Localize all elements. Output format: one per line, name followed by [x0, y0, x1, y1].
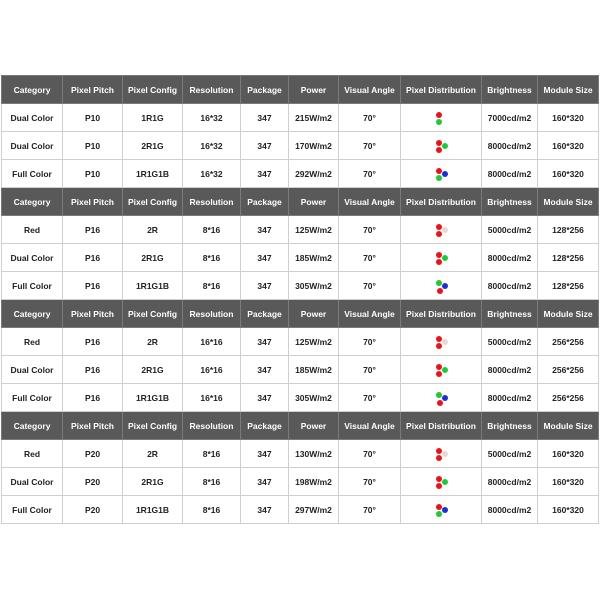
red-led-dot	[436, 371, 442, 377]
green-led-dot	[442, 143, 448, 149]
cell-resolution: 8*16	[183, 496, 241, 524]
cell-pixel-pitch: P16	[63, 272, 123, 300]
cell-power: 305W/m2	[289, 272, 339, 300]
cell-pixel-config: 1R1G	[123, 104, 183, 132]
header-brightness: Brightness	[482, 188, 538, 216]
table-row	[2, 160, 599, 188]
cell-power: 198W/m2	[289, 468, 339, 496]
cell-pixel-pitch: P20	[63, 496, 123, 524]
pixel-distribution-icon	[433, 166, 449, 182]
cell-power: 297W/m2	[289, 496, 339, 524]
green-led-dot	[442, 367, 448, 373]
cell-power: 185W/m2	[289, 244, 339, 272]
cell-brightness: 8000cd/m2	[482, 244, 538, 272]
cell-power: 130W/m2	[289, 440, 339, 468]
cell-visual-angle: 70°	[339, 272, 401, 300]
cell-brightness: 8000cd/m2	[482, 384, 538, 412]
cell-power: 305W/m2	[289, 384, 339, 412]
green-led-dot	[436, 175, 442, 181]
header-pixel-config: Pixel Config	[123, 188, 183, 216]
header-pixel-config: Pixel Config	[123, 76, 183, 104]
red-led-dot	[436, 112, 442, 118]
table-row	[2, 104, 599, 132]
cell-pixel-pitch: P20	[63, 440, 123, 468]
header-module-size: Module Size	[538, 188, 599, 216]
red-led-dot	[436, 343, 442, 349]
cell-module-size: 160*320	[538, 496, 599, 524]
cell-pixel-config: 2R1G	[123, 244, 183, 272]
cell-pixel-config: 2R1G	[123, 356, 183, 384]
cell-pixel-distribution	[401, 216, 482, 244]
cell-package: 347	[241, 272, 289, 300]
header-visual-angle: Visual Angle	[339, 76, 401, 104]
cell-power: 185W/m2	[289, 356, 339, 384]
cell-pixel-distribution	[401, 132, 482, 160]
header-pixel-pitch: Pixel Pitch	[63, 300, 123, 328]
cell-module-size: 256*256	[538, 328, 599, 356]
cell-pixel-pitch: P16	[63, 216, 123, 244]
header-visual-angle: Visual Angle	[339, 412, 401, 440]
cell-package: 347	[241, 244, 289, 272]
header-row	[2, 300, 599, 328]
cell-package: 347	[241, 440, 289, 468]
cell-pixel-config: 2R	[123, 216, 183, 244]
header-resolution: Resolution	[183, 188, 241, 216]
red-led-dot	[436, 483, 442, 489]
cell-package: 347	[241, 160, 289, 188]
table-row	[2, 328, 599, 356]
header-row	[2, 188, 599, 216]
cell-pixel-distribution	[401, 104, 482, 132]
cell-pixel-config: 2R1G	[123, 468, 183, 496]
cell-pixel-distribution	[401, 328, 482, 356]
cell-visual-angle: 70°	[339, 496, 401, 524]
header-pixel-distribution: Pixel Distribution	[401, 188, 482, 216]
header-package: Package	[241, 188, 289, 216]
cell-visual-angle: 70°	[339, 216, 401, 244]
pixel-distribution-icon	[433, 390, 449, 406]
cell-module-size: 160*320	[538, 104, 599, 132]
cell-resolution: 16*16	[183, 384, 241, 412]
header-module-size: Module Size	[538, 76, 599, 104]
cell-category: Dual Color	[2, 244, 63, 272]
cell-pixel-config: 2R	[123, 328, 183, 356]
cell-package: 347	[241, 328, 289, 356]
header-brightness: Brightness	[482, 300, 538, 328]
cell-power: 292W/m2	[289, 160, 339, 188]
cell-category: Full Color	[2, 384, 63, 412]
cell-visual-angle: 70°	[339, 468, 401, 496]
cell-package: 347	[241, 132, 289, 160]
cell-resolution: 16*32	[183, 104, 241, 132]
cell-pixel-distribution	[401, 244, 482, 272]
cell-category: Dual Color	[2, 356, 63, 384]
table-row	[2, 216, 599, 244]
cell-visual-angle: 70°	[339, 160, 401, 188]
header-pixel-distribution: Pixel Distribution	[401, 300, 482, 328]
cell-pixel-pitch: P16	[63, 356, 123, 384]
cell-category: Full Color	[2, 496, 63, 524]
header-visual-angle: Visual Angle	[339, 188, 401, 216]
cell-pixel-distribution	[401, 384, 482, 412]
outline-led-dot	[442, 227, 448, 233]
blue-led-dot	[442, 171, 448, 177]
green-led-dot	[436, 119, 442, 125]
blue-led-dot	[442, 395, 448, 401]
pixel-distribution-icon	[433, 474, 449, 490]
header-pixel-pitch: Pixel Pitch	[63, 188, 123, 216]
red-led-dot	[437, 288, 443, 294]
header-pixel-distribution: Pixel Distribution	[401, 76, 482, 104]
header-category: Category	[2, 188, 63, 216]
cell-brightness: 8000cd/m2	[482, 468, 538, 496]
cell-resolution: 16*16	[183, 356, 241, 384]
cell-package: 347	[241, 216, 289, 244]
cell-visual-angle: 70°	[339, 328, 401, 356]
cell-module-size: 128*256	[538, 272, 599, 300]
cell-pixel-config: 1R1G1B	[123, 496, 183, 524]
cell-module-size: 256*256	[538, 356, 599, 384]
cell-package: 347	[241, 384, 289, 412]
table-row	[2, 384, 599, 412]
header-package: Package	[241, 412, 289, 440]
cell-package: 347	[241, 356, 289, 384]
header-resolution: Resolution	[183, 76, 241, 104]
cell-package: 347	[241, 468, 289, 496]
cell-module-size: 160*320	[538, 160, 599, 188]
cell-brightness: 5000cd/m2	[482, 440, 538, 468]
red-led-dot	[436, 259, 442, 265]
cell-pixel-config: 1R1G1B	[123, 384, 183, 412]
cell-pixel-pitch: P16	[63, 328, 123, 356]
header-category: Category	[2, 300, 63, 328]
blue-led-dot	[442, 283, 448, 289]
cell-power: 125W/m2	[289, 216, 339, 244]
cell-pixel-distribution	[401, 440, 482, 468]
cell-brightness: 5000cd/m2	[482, 328, 538, 356]
red-led-dot	[436, 455, 442, 461]
header-pixel-config: Pixel Config	[123, 300, 183, 328]
table-row	[2, 468, 599, 496]
cell-module-size: 160*320	[538, 468, 599, 496]
cell-brightness: 8000cd/m2	[482, 356, 538, 384]
cell-package: 347	[241, 104, 289, 132]
header-module-size: Module Size	[538, 300, 599, 328]
cell-resolution: 16*16	[183, 328, 241, 356]
header-power: Power	[289, 412, 339, 440]
cell-visual-angle: 70°	[339, 244, 401, 272]
cell-power: 215W/m2	[289, 104, 339, 132]
cell-pixel-config: 1R1G1B	[123, 272, 183, 300]
cell-pixel-distribution	[401, 160, 482, 188]
cell-power: 125W/m2	[289, 328, 339, 356]
header-power: Power	[289, 76, 339, 104]
header-pixel-pitch: Pixel Pitch	[63, 76, 123, 104]
table-row	[2, 496, 599, 524]
pixel-distribution-icon	[433, 110, 449, 126]
header-resolution: Resolution	[183, 412, 241, 440]
header-brightness: Brightness	[482, 76, 538, 104]
header-pixel-pitch: Pixel Pitch	[63, 412, 123, 440]
pixel-distribution-icon	[433, 502, 449, 518]
cell-category: Full Color	[2, 160, 63, 188]
table-row	[2, 244, 599, 272]
green-led-dot	[442, 255, 448, 261]
pixel-distribution-icon	[433, 278, 449, 294]
cell-brightness: 8000cd/m2	[482, 160, 538, 188]
cell-category: Red	[2, 216, 63, 244]
cell-pixel-distribution	[401, 496, 482, 524]
cell-resolution: 8*16	[183, 244, 241, 272]
green-led-dot	[436, 511, 442, 517]
cell-pixel-pitch: P10	[63, 104, 123, 132]
header-brightness: Brightness	[482, 412, 538, 440]
red-led-dot	[436, 147, 442, 153]
green-led-dot	[442, 479, 448, 485]
cell-pixel-config: 2R1G	[123, 132, 183, 160]
cell-pixel-pitch: P10	[63, 132, 123, 160]
header-category: Category	[2, 412, 63, 440]
cell-brightness: 7000cd/m2	[482, 104, 538, 132]
led-module-spec-table	[1, 75, 598, 524]
cell-package: 347	[241, 496, 289, 524]
header-row	[2, 76, 599, 104]
cell-module-size: 160*320	[538, 440, 599, 468]
header-package: Package	[241, 300, 289, 328]
cell-pixel-pitch: P20	[63, 468, 123, 496]
pixel-distribution-icon	[433, 446, 449, 462]
cell-brightness: 8000cd/m2	[482, 272, 538, 300]
cell-category: Full Color	[2, 272, 63, 300]
table-row	[2, 440, 599, 468]
cell-visual-angle: 70°	[339, 132, 401, 160]
cell-pixel-pitch: P10	[63, 160, 123, 188]
table-row	[2, 272, 599, 300]
cell-category: Dual Color	[2, 104, 63, 132]
cell-pixel-config: 1R1G1B	[123, 160, 183, 188]
cell-visual-angle: 70°	[339, 440, 401, 468]
cell-brightness: 5000cd/m2	[482, 216, 538, 244]
cell-module-size: 128*256	[538, 216, 599, 244]
header-power: Power	[289, 300, 339, 328]
cell-pixel-distribution	[401, 468, 482, 496]
cell-resolution: 8*16	[183, 272, 241, 300]
cell-category: Red	[2, 440, 63, 468]
red-led-dot	[437, 400, 443, 406]
cell-module-size: 256*256	[538, 384, 599, 412]
header-visual-angle: Visual Angle	[339, 300, 401, 328]
cell-resolution: 8*16	[183, 440, 241, 468]
cell-pixel-pitch: P16	[63, 384, 123, 412]
cell-category: Dual Color	[2, 132, 63, 160]
header-package: Package	[241, 76, 289, 104]
cell-module-size: 128*256	[538, 244, 599, 272]
table-row	[2, 132, 599, 160]
pixel-distribution-icon	[433, 138, 449, 154]
cell-power: 170W/m2	[289, 132, 339, 160]
outline-led-dot	[442, 339, 448, 345]
cell-pixel-config: 2R	[123, 440, 183, 468]
header-resolution: Resolution	[183, 300, 241, 328]
pixel-distribution-icon	[433, 222, 449, 238]
cell-visual-angle: 70°	[339, 356, 401, 384]
pixel-distribution-icon	[433, 334, 449, 350]
cell-pixel-distribution	[401, 272, 482, 300]
header-pixel-distribution: Pixel Distribution	[401, 412, 482, 440]
pixel-distribution-icon	[433, 362, 449, 378]
cell-visual-angle: 70°	[339, 104, 401, 132]
cell-visual-angle: 70°	[339, 384, 401, 412]
cell-module-size: 160*320	[538, 132, 599, 160]
cell-category: Red	[2, 328, 63, 356]
cell-resolution: 8*16	[183, 216, 241, 244]
header-row	[2, 412, 599, 440]
cell-resolution: 8*16	[183, 468, 241, 496]
header-category: Category	[2, 76, 63, 104]
cell-category: Dual Color	[2, 468, 63, 496]
outline-led-dot	[442, 451, 448, 457]
blue-led-dot	[442, 507, 448, 513]
pixel-distribution-icon	[433, 250, 449, 266]
spec-table-body	[2, 76, 599, 524]
cell-pixel-distribution	[401, 356, 482, 384]
cell-resolution: 16*32	[183, 132, 241, 160]
header-pixel-config: Pixel Config	[123, 412, 183, 440]
header-module-size: Module Size	[538, 412, 599, 440]
cell-resolution: 16*32	[183, 160, 241, 188]
table-row	[2, 356, 599, 384]
header-power: Power	[289, 188, 339, 216]
red-led-dot	[436, 231, 442, 237]
cell-brightness: 8000cd/m2	[482, 132, 538, 160]
cell-brightness: 8000cd/m2	[482, 496, 538, 524]
cell-pixel-pitch: P16	[63, 244, 123, 272]
